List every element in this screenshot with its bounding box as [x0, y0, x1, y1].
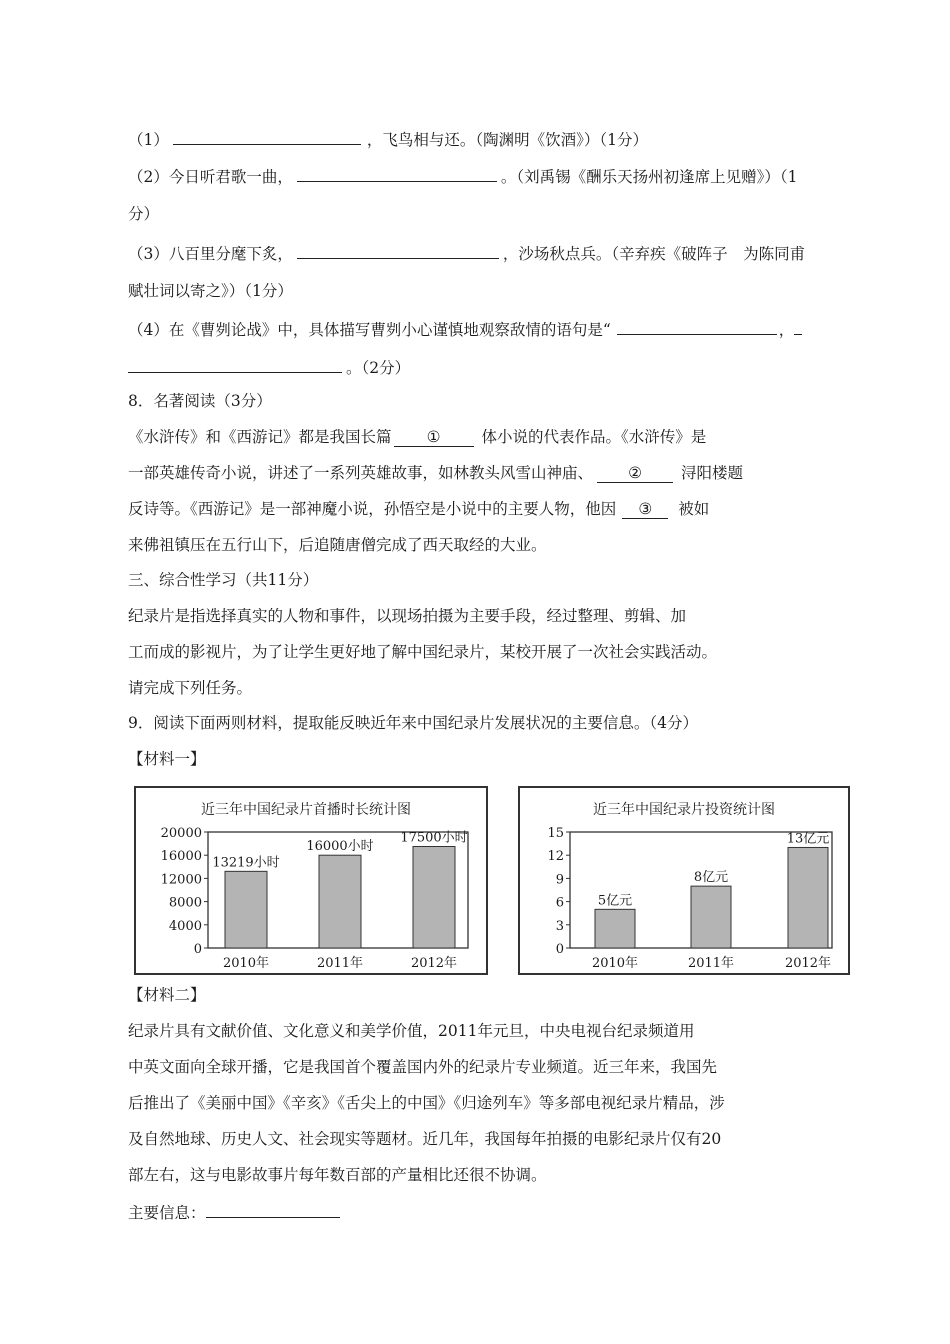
x-tick-label: 2011年 [687, 956, 735, 971]
bar [788, 847, 828, 948]
blank-2[interactable]: ② [597, 464, 673, 483]
bar [413, 847, 455, 949]
y-tick-label: 9 [555, 872, 564, 888]
section3-intro-2: 工而成的影视片，为了让学生更好地了解中国纪录片，某校开展了一次社会实践活动。 [128, 643, 718, 661]
y-tick-label: 20000 [160, 826, 202, 841]
answer-blank-4c[interactable] [128, 356, 342, 373]
q7-item-1: （1） ，飞鸟相与还。（陶渊明《饮酒》）（1分） [128, 128, 648, 150]
x-tick-label: 2010年 [591, 956, 639, 971]
chart-title: 近三年中国纪录片首播时长统计图 [201, 802, 411, 818]
y-tick-label: 4000 [168, 918, 202, 934]
material-2-line-3: 后推出了《美丽中国》《辛亥》《舌尖上的中国》《归途列车》等多部电视纪录片精品，涉 [128, 1094, 725, 1112]
material-1-label: 【材料一】 [128, 750, 206, 768]
material-2-label: 【材料二】 [128, 986, 206, 1004]
x-tick-label: 2012年 [784, 956, 832, 971]
material-2-line-1: 纪录片具有文献价值、文化意义和美学价值，2011年元旦，中央电视台纪录频道用 [128, 1022, 695, 1040]
q8-line-1: 《水浒传》和《西游记》都是我国长篇 ① 体小说的代表作品。《水浒传》是 [128, 428, 707, 446]
chart-broadcast-hours [134, 786, 488, 975]
x-tick-label: 2010年 [222, 956, 270, 971]
chart-investment-svg [520, 788, 848, 973]
bar [595, 909, 635, 948]
main-info-blank[interactable] [206, 1201, 340, 1218]
y-tick-label: 15 [547, 826, 564, 841]
data-label: 13219小时 [212, 855, 280, 871]
y-tick-label: 8000 [168, 895, 202, 911]
q9-heading: 9．阅读下面两则材料，提取能反映近年来中国纪录片发展状况的主要信息。（4分） [128, 714, 698, 732]
data-label: 17500小时 [400, 830, 468, 846]
section3-intro-3: 请完成下列任务。 [128, 679, 253, 697]
chart-investment [518, 786, 850, 975]
q8-line-2: 一部英雄传奇小说，讲述了一系列英雄故事，如林教头风雪山神庙、 ② 浔阳楼题 [128, 464, 744, 482]
y-tick-label: 12000 [160, 872, 202, 888]
answer-blank-1[interactable] [173, 128, 361, 145]
material-2-line-5: 部左右，这与电影故事片每年数百部的产量相比还很不协调。 [128, 1166, 547, 1184]
y-tick-label: 0 [555, 942, 564, 957]
answer-blank-2[interactable] [297, 165, 497, 182]
blank-3[interactable]: ③ [622, 500, 668, 519]
chart-broadcast-hours-svg [136, 788, 486, 973]
q7-item-4-cont: 。（2分） [128, 356, 410, 378]
y-tick-label: 3 [555, 918, 564, 934]
q8-line-3: 反诗等。《西游记》是一部神魔小说，孙悟空是小说中的主要人物，他因 ③ 被如 [128, 500, 710, 518]
q7-item-2: （2）今日听君歌一曲， 。（刘禹锡《酬乐天扬州初逢席上见赠》）（1 [128, 165, 798, 187]
bar [691, 886, 731, 948]
data-label: 5亿元 [597, 893, 633, 909]
material-2-line-2: 中英文面向全球开播，它是我国首个覆盖国内外的纪录片专业频道。近三年来，我国先 [128, 1058, 718, 1076]
q8-heading: 8．名著阅读（3分） [128, 392, 272, 410]
bar [319, 855, 361, 948]
x-tick-label: 2011年 [316, 956, 364, 971]
answer-blank-4b[interactable] [794, 318, 802, 335]
q7-item-2-cont: 分） [128, 205, 160, 223]
y-tick-label: 6 [555, 895, 564, 911]
q7-item-3-cont: 赋壮词以寄之》）（1分） [128, 282, 293, 300]
bar [225, 871, 267, 948]
section3-heading: 三、综合性学习（共11分） [128, 571, 319, 589]
data-label: 8亿元 [693, 870, 729, 886]
data-label: 16000小时 [306, 839, 374, 855]
section3-intro-1: 纪录片是指选择真实的人物和事件，以现场拍摄为主要手段，经过整理、剪辑、加 [128, 607, 687, 625]
material-2-line-4: 及自然地球、历史人文、社会现实等题材。近几年，我国每年拍摄的电影纪录片仅有20 [128, 1130, 722, 1148]
chart-title: 近三年中国纪录片投资统计图 [593, 802, 775, 818]
answer-blank-4a[interactable] [617, 318, 777, 335]
y-tick-label: 12 [547, 849, 564, 865]
answer-blank-3[interactable] [297, 242, 499, 259]
blank-1[interactable]: ① [394, 428, 474, 447]
y-tick-label: 0 [193, 942, 202, 957]
x-tick-label: 2012年 [410, 956, 458, 971]
main-info-row: 主要信息： [128, 1201, 340, 1223]
data-label: 13亿元 [786, 831, 830, 847]
y-tick-label: 16000 [160, 849, 202, 865]
q7-item-3: （3）八百里分麾下炙， ，沙场秋点兵。（辛弃疾《破阵子 为陈同甫 [128, 242, 805, 264]
q7-item-4: （4）在《曹刿论战》中，具体描写曹刿小心谨慎地观察敌情的语句是“ ， [128, 318, 802, 340]
q8-line-4: 来佛祖镇压在五行山下，后追随唐僧完成了西天取经的大业。 [128, 536, 547, 554]
